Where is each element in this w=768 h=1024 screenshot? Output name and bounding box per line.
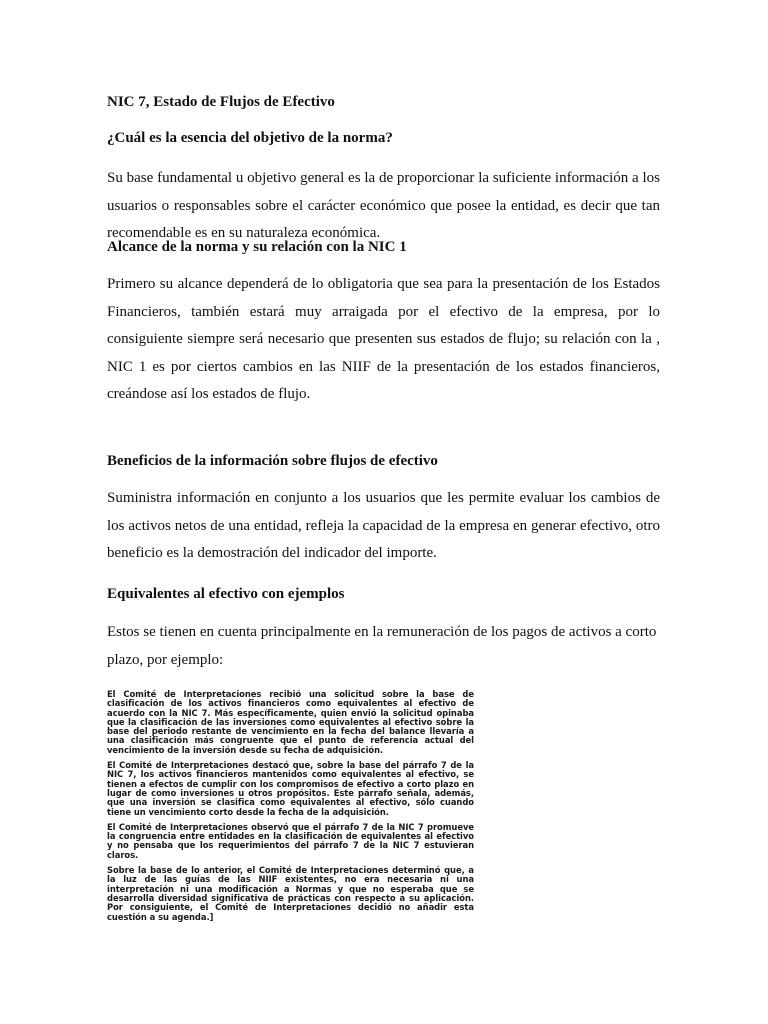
section-heading-objetivo: ¿Cuál es la esencia del objetivo de la norma? — [107, 130, 393, 146]
section-body-objetivo: Su base fundamental u objetivo general es la de proporcionar la suficiente información a los usuarios o responsables sobre el carácter económico que posee la entidad, es decir que tan recomendable es en su naturaleza económica. — [107, 170, 660, 241]
section-body-alcance: Primero su alcance dependerá de lo obligatoria que sea para la presentación de los Estados Financieros, también estará muy arraigada por el efectivo de la empresa, por lo consiguiente siempre será necesario que presenten sus estados de flujo; su relación con la , NIC 1 es por ciertos cambios en las NIIF de la presentación de los estados financieros, creándose así los estados de flujo. — [107, 276, 660, 402]
document-title: NIC 7, Estado de Flujos de Efectivo — [107, 94, 335, 110]
section-heading-equivalentes: Equivalentes al efectivo con ejemplos — [107, 586, 345, 602]
section-body-equivalentes: Estos se tienen en cuenta principalmente en la remuneración de los pagos de activos a corto plazo, por ejemplo: — [107, 624, 657, 668]
excerpt-paragraph: El Comité de Interpretaciones recibió una solicitud sobre la base de clasificación de los activos financieros como equivalentes al efectivo de acuerdo con la NIC 7. Más específicamente, quien envió la solicitud opinaba que la clasificación de las inversiones como equivalentes al efectivo sobre la base del periodo restante de vencimiento en la fecha del balance llevaría a una clasificación más congruente que el punto de referencia actual del vencimiento de la inversión desde su fecha de adquisición. — [107, 689, 474, 755]
excerpt-paragraph: Sobre la base de lo anterior, el Comité de Interpretaciones determinó que, a la luz de las guías de las NIIF existentes, no era necesaria ni una interpretación ni una modificación a Normas y que no esperaba que se desarrolla diversidad significativa de prácticas con respecto a su aplicación. Por consiguiente, el Comité de Interpretaciones decidió no añadir esta cuestión a su agenda.] — [107, 865, 474, 922]
section-heading-beneficios: Beneficios de la información sobre flujos de efectivo — [107, 453, 438, 469]
section-heading-alcance: Alcance de la norma y su relación con la NIC 1 — [107, 239, 407, 255]
excerpt-paragraph: El Comité de Interpretaciones observó que el párrafo 7 de la NIC 7 promueve la congruencia entre entidades en la clasificación de equivalentes al efectivo y no pensaba que los requerimientos del párrafo 7 de la NIC 7 estuvieran claros. — [107, 821, 474, 860]
quoted-excerpt-image — [107, 690, 474, 930]
section-body-beneficios: Suministra información en conjunto a los usuarios que les permite evaluar los cambios de los activos netos de una entidad, refleja la capacidad de la empresa en generar efectivo, otro beneficio es la demostración del indicador del importe. — [107, 490, 660, 561]
excerpt-paragraph: El Comité de Interpretaciones destacó que, sobre la base del párrafo 7 de la NIC 7, los activos financieros mantenidos como equivalentes al efectivo, se tienen a efectos de cumplir con los compromisos de efectivo a corto plazo en lugar de como inversiones u otros propósitos. Este párrafo señala, además, que una inversión se clasifica como equivalentes al efectivo, sólo cuando tiene un vencimiento corto desde la fecha de la adquisición. — [107, 760, 474, 817]
